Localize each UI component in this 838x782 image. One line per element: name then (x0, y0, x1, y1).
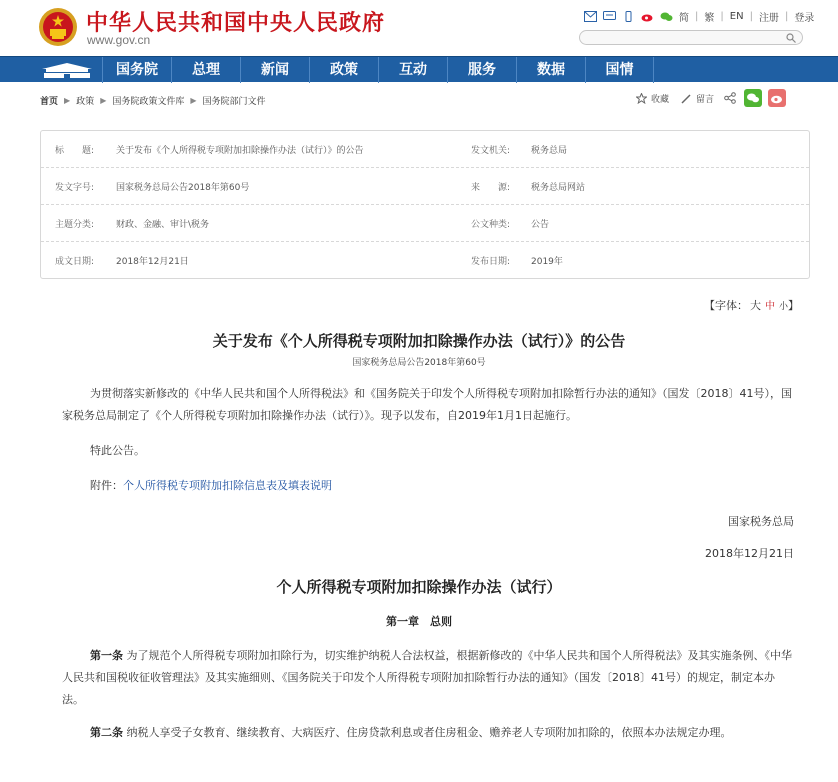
clause-label: 第二条 (90, 726, 123, 739)
nav-item-data[interactable]: 数据 (516, 57, 585, 83)
font-size-suffix: 】 (788, 299, 800, 312)
title-label: 标 题: (55, 146, 95, 156)
font-size-small[interactable]: 小 (779, 302, 789, 312)
weibo-icon[interactable] (641, 11, 654, 22)
pen-icon[interactable] (681, 93, 692, 104)
top-links (584, 9, 814, 24)
breadcrumb-policy[interactable]: 政策 (76, 97, 95, 107)
separator: | (749, 11, 753, 22)
chevron-right-icon: ▶ (100, 96, 107, 105)
type-label: 公文种类: (471, 220, 511, 230)
breadcrumb-department-docs[interactable]: 国务院部门文件 (202, 97, 266, 107)
clause-label: 第一条 (90, 649, 123, 662)
chevron-right-icon: ▶ (190, 96, 197, 105)
site-header (0, 0, 838, 56)
signer: 国家税务总局 (728, 515, 794, 528)
search-icon[interactable] (786, 33, 796, 43)
font-size-control (704, 297, 799, 313)
message-icon[interactable] (603, 11, 616, 22)
nav-item-interaction[interactable]: 互动 (378, 57, 447, 83)
type-value: 公告 (531, 220, 550, 230)
breadcrumb-home[interactable]: 首页 (40, 97, 59, 107)
nav-item-news[interactable]: 新闻 (240, 57, 309, 83)
font-size-prefix: 【字体： (704, 299, 748, 312)
written-date-value: 2018年12月21日 (116, 257, 189, 267)
source-value: 税务总局网站 (531, 183, 586, 193)
favorite-link[interactable]: 收藏 (651, 94, 670, 105)
mail-icon[interactable] (584, 11, 597, 22)
signing-date: 2018年12月21日 (705, 547, 794, 560)
separator: | (695, 11, 699, 22)
article-title: 关于发布《个人所得税专项附加扣除操作办法（试行）》的公告 (212, 332, 626, 350)
chapter-heading: 第一章 总则 (386, 615, 452, 628)
separator: | (720, 11, 724, 22)
attachment-label: 附件： (90, 479, 123, 492)
info-row (41, 168, 809, 205)
info-row (41, 205, 809, 242)
share-icon[interactable] (724, 92, 736, 104)
article-tools (636, 89, 786, 107)
breadcrumb (40, 94, 266, 107)
link-register[interactable]: 注册 (758, 13, 779, 24)
attachment-line (62, 475, 792, 497)
site-url[interactable]: www.gov.cn (87, 33, 151, 47)
link-simplified[interactable]: 简 (679, 13, 689, 24)
issuer-label: 发文机关: (471, 146, 511, 156)
separator: | (784, 11, 789, 22)
weibo-share-icon[interactable] (768, 89, 786, 107)
comment-link[interactable]: 留言 (696, 94, 715, 105)
info-row (41, 131, 809, 168)
article-clause (62, 722, 792, 744)
main-nav (0, 56, 838, 82)
article-clause (62, 645, 792, 711)
topic-value: 财政、金融、审计\税务 (116, 220, 210, 230)
national-emblem-icon[interactable] (38, 7, 78, 47)
published-date-label: 发布日期: (471, 257, 511, 267)
tiananmen-icon[interactable] (36, 60, 98, 80)
font-size-medium[interactable]: 中 (765, 301, 775, 312)
topic-label: 主题分类: (55, 220, 95, 230)
wechat-icon[interactable] (660, 11, 673, 22)
info-row (41, 242, 809, 279)
document-info-table (40, 130, 810, 279)
clause-text: 纳税人享受子女教育、继续教育、大病医疗、住房贷款利息或者住房租金、赡养老人专项附加扣除的，依照本办法规定办理。 (126, 726, 732, 739)
chevron-right-icon: ▶ (64, 96, 71, 105)
article-subtitle: 国家税务总局公告2018年第60号 (352, 358, 486, 368)
docno-value: 国家税务总局公告2018年第60号 (116, 183, 250, 193)
site-title[interactable]: 中华人民共和国中央人民政府 (86, 10, 386, 36)
font-size-big[interactable]: 大 (750, 299, 761, 312)
attachment-link[interactable]: 个人所得税专项附加扣除信息表及填表说明 (123, 479, 332, 492)
link-login[interactable]: 登录 (794, 13, 815, 24)
issuer-value: 税务总局 (531, 146, 568, 156)
link-traditional[interactable]: 繁 (704, 13, 715, 24)
source-label: 来 源: (471, 183, 511, 193)
title-value: 关于发布《个人所得税专项附加扣除操作办法（试行）》的公告 (116, 146, 364, 156)
nav-item-services[interactable]: 服务 (447, 57, 516, 83)
nav-item-policy[interactable]: 政策 (309, 57, 378, 83)
search-input[interactable] (579, 30, 803, 45)
mobile-icon[interactable] (622, 11, 635, 22)
article-paragraph: 特此公告。 (90, 444, 145, 457)
article-paragraph: 为贯彻落实新修改的《中华人民共和国个人所得税法》和《国务院关于印发个人所得税专项附加扣除暂行办法的通知》（国发〔2018〕41号），国家税务总局制定了《个人所得税专项附加扣除操作办法（试行）》。现予以发布，自2019年1月1日起施行。 (62, 387, 792, 422)
written-date-label: 成文日期: (55, 257, 95, 267)
wechat-share-icon[interactable] (744, 89, 762, 107)
published-date-value: 2019年 (531, 257, 563, 267)
nav-item-state-council[interactable]: 国务院 (102, 57, 171, 83)
link-english[interactable]: EN (729, 11, 744, 22)
regulation-title: 个人所得税专项附加扣除操作办法（试行） (276, 578, 562, 596)
breadcrumb-policy-library[interactable]: 国务院政策文件库 (112, 97, 185, 107)
nav-item-national-info[interactable]: 国情 (585, 57, 654, 83)
star-icon[interactable] (636, 93, 647, 104)
nav-item-premier[interactable]: 总理 (171, 57, 240, 83)
clause-text: 为了规范个人所得税专项附加扣除行为，切实维护纳税人合法权益，根据新修改的《中华人民共和国个人所得税法》及其实施条例、《中华人民共和国税收征收管理法》及其实施细则、《国务院关于印发个人所得税专项附加扣除暂行办法的通知》（国发〔2018〕41号）的规定，制定本办法。 (62, 649, 792, 706)
docno-label: 发文字号: (55, 183, 95, 193)
